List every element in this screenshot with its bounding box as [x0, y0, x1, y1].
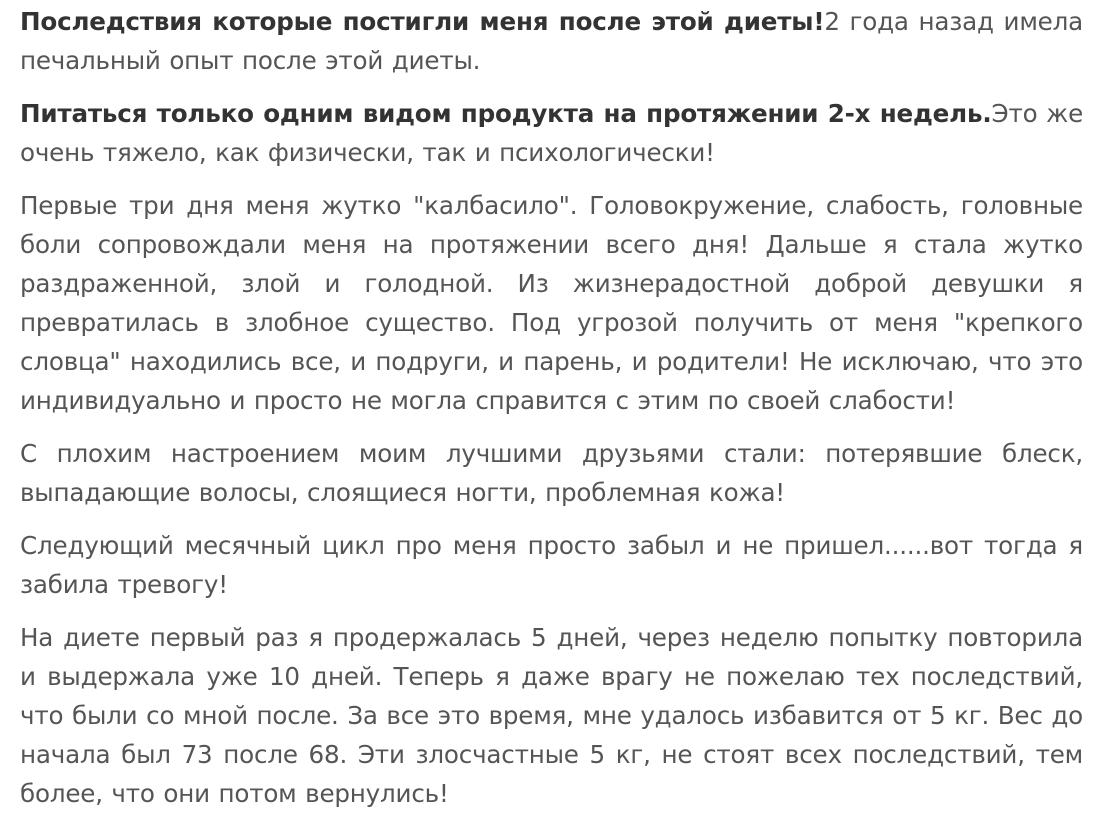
- paragraph-first-days: Первые три дня меня жутко "калбасило". Головокружение, слабость, головные боли сопровождали меня на протяжении всего дня! Дальше я стала жутко раздраженной, злой и голодной. Из жизнерадостной доброй девушки я превратилась в злобное существо. Под угрозой получить от меня "крепкого словца" находились все, и подруги, и парень, и родители! Не исключаю, что это индивидуально и просто не могла справится с этим по своей слабости!: [20, 191, 1083, 415]
- article-body: [20, 2, 1083, 827]
- paragraph-heading-consequences: Последствия которые постигли меня после этой диеты!: [20, 7, 825, 36]
- paragraph-one-product: [20, 94, 1083, 172]
- paragraph-cycle: Следующий месячный цикл про меня просто забыл и не пришел......вот тогда я забила тревогу!: [20, 531, 1083, 599]
- paragraph-bad-mood: С плохим настроением моим лучшими друзьями стали: потерявшие блеск, выпадающие волосы, слоящиеся ногти, проблемная кожа!: [20, 439, 1083, 507]
- paragraph-consequences: [20, 2, 1083, 80]
- paragraph-text: Это же очень тяжело, как физически, так и психологически!: [20, 99, 1083, 167]
- paragraph-heading-one-product: Питаться только одним видом продукта на протяжении 2-х недель.: [20, 99, 992, 128]
- paragraph-text: 2 года назад имела печальный опыт после этой диеты.: [20, 7, 1083, 75]
- paragraph-results: На диете первый раз я продержалась 5 дней, через неделю попытку повторила и выдержала уже 10 дней. Теперь я даже врагу не пожелаю тех последствий, что были со мной после. За все это время, мне удалось избавится от 5 кг. Вес до начала был 73 после 68. Эти злосчастные 5 кг, не стоят всех последствий, тем более, что они потом вернулись!: [20, 623, 1083, 808]
